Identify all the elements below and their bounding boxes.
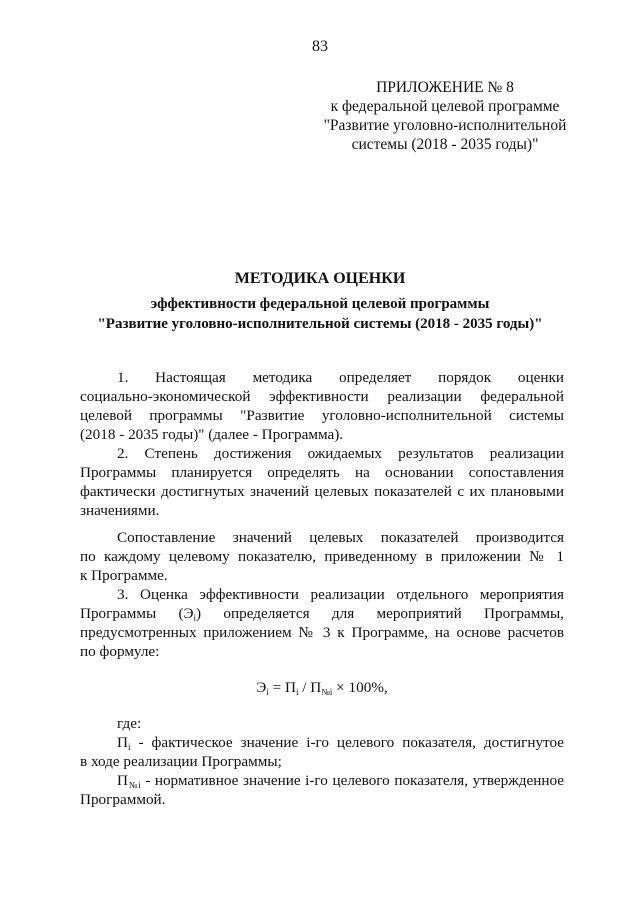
appendix-header: [300, 78, 590, 154]
efficiency-index: i: [193, 613, 197, 623]
paragraph-4-line-2-end: ) определяется для мероприятий Программы,: [196, 605, 564, 622]
document-title: МЕТОДИКА ОЦЕНКИ: [234, 270, 406, 287]
definition-2-index: №i: [127, 780, 141, 790]
subtitle-line-2: "Развитие уголовно-исполнительной системы (2018 - 2035 годы)": [97, 316, 543, 332]
definition-2-symbol: П: [117, 772, 128, 789]
paragraph-1-line-3: целевой программы "Развитие уголовно-исполнительной системы: [80, 407, 564, 424]
definition-normative-value: [80, 771, 564, 809]
appendix-line-3: "Развитие уголовно-исполнительной: [323, 117, 567, 134]
definition-1-line-1: [80, 733, 564, 752]
efficiency-formula: [80, 678, 564, 697]
formula-pn-index: №i: [321, 687, 333, 697]
definition-2-text: - нормативное значение i-го целевого показателя, утвержденное: [140, 772, 564, 789]
paragraph-2-line-1: 2. Степень достижения ожидаемых результатов реализации: [117, 445, 564, 462]
paragraph-3: [80, 528, 564, 585]
definition-1-text: - фактическое значение i-го целевого показателя, достигнутое: [130, 734, 564, 751]
definition-2-line-1: [80, 771, 564, 790]
formula-p-index: i: [295, 687, 299, 697]
paragraph-3-line-3: к Программе.: [80, 567, 168, 584]
definition-1-symbol: П: [117, 734, 128, 751]
definition-actual-value: [80, 733, 564, 771]
appendix-line-1: ПРИЛОЖЕНИЕ № 8: [376, 79, 514, 96]
formula-e: Э: [256, 679, 267, 696]
paragraph-4-line-2-start: Программы (Э: [80, 605, 194, 622]
formula-e-index: i: [266, 687, 269, 697]
paragraph-4-line-4: по формуле:: [80, 643, 160, 660]
document-subtitle: [0, 294, 640, 334]
where-label: где:: [117, 715, 142, 732]
paragraph-1-line-4: (2018 - 2035 годы)" (далее - Программа).: [80, 426, 344, 443]
definition-1-index: i: [127, 742, 131, 752]
paragraph-2-line-4: значениями.: [80, 502, 160, 519]
definition-1-line-2: в ходе реализации Программы;: [80, 753, 282, 770]
formula-div: / П: [298, 679, 322, 696]
paragraph-4-line-3: предусмотренных приложением № 3 к Программе, на основе расчетов: [80, 624, 564, 641]
paragraph-1-line-2: социально-экономической эффективности реализации федеральной: [80, 388, 564, 405]
subtitle-line-1: эффективности федеральной целевой программы: [150, 296, 490, 312]
appendix-line-4: системы (2018 - 2035 годы)": [351, 136, 539, 153]
paragraph-4-line-1: 3. Оценка эффективности реализации отдельного мероприятия: [117, 586, 564, 603]
paragraph-1: [80, 368, 564, 444]
paragraph-3-line-2: по каждому целевому показателю, приведенному в приложении № 1: [80, 548, 564, 565]
formula-tail: × 100%,: [332, 679, 388, 696]
appendix-line-2: к федеральной целевой программе: [330, 98, 560, 115]
paragraph-4-line-2: [80, 604, 564, 623]
paragraph-1-line-1: 1. Настоящая методика определяет порядок оценки: [117, 369, 564, 386]
page-number: 83: [312, 38, 328, 55]
paragraph-4: [80, 585, 564, 661]
paragraph-2: [80, 444, 564, 520]
formula-eq: = П: [268, 679, 296, 696]
paragraph-3-line-1: Сопоставление значений целевых показателей производится: [117, 529, 564, 546]
paragraph-2-line-2: Программы планируется определять на основании сопоставления: [80, 464, 564, 481]
paragraph-2-line-3: фактически достигнутых значений целевых показателей с их плановыми: [80, 483, 564, 500]
definition-2-line-2: Программой.: [80, 791, 166, 808]
document-body: [80, 368, 564, 809]
